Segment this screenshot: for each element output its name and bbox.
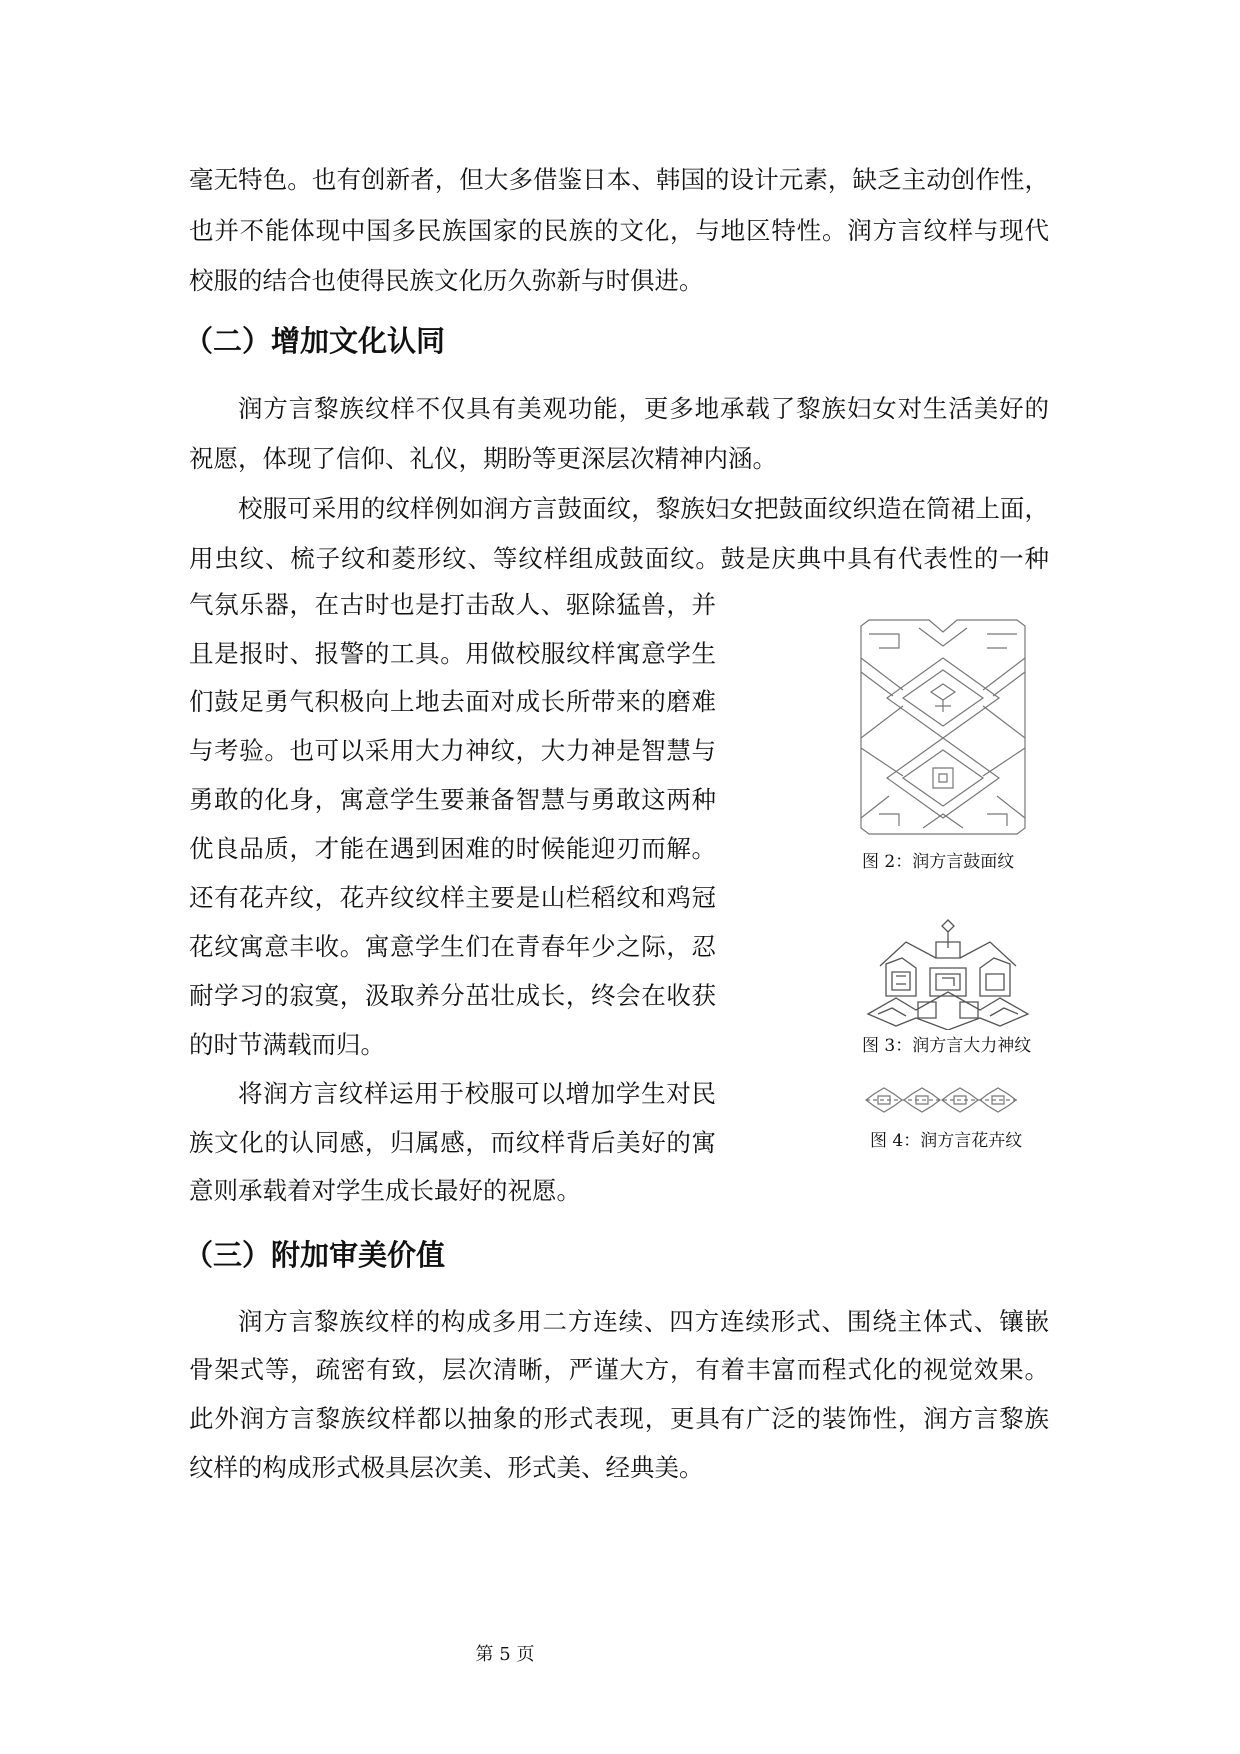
text-line: 还有花卉纹，花卉纹纹样主要是山栏稻纹和鸡冠 bbox=[189, 883, 716, 912]
text-line: 用虫纹、梳子纹和菱形纹、等纹样组成鼓面纹。鼓是庆典中具有代表性的一种 bbox=[189, 544, 1049, 573]
text-line: 且是报时、报警的工具。用做校服纹样寓意学生 bbox=[189, 639, 716, 668]
text-line: 气氛乐器，在古时也是打击敌人、驱除猛兽，并 bbox=[189, 590, 716, 619]
text-line: 优良品质，才能在遇到困难的时候能迎刃而解。 bbox=[189, 834, 716, 863]
figure-caption: 图 3：润方言大力神纹 bbox=[862, 1036, 1032, 1056]
text-line: 此外润方言黎族纹样都以抽象的形式表现，更具有广泛的装饰性，润方言黎族 bbox=[189, 1404, 1049, 1433]
strongman-pattern-figure bbox=[866, 918, 1030, 1030]
figure-caption: 图 2：润方言鼓面纹 bbox=[862, 852, 1015, 872]
text-line: 纹样的构成形式极具层次美、形式美、经典美。 bbox=[189, 1453, 704, 1482]
figure-caption: 图 4：润方言花卉纹 bbox=[870, 1131, 1023, 1151]
page-number: 第 5 页 bbox=[475, 1644, 535, 1665]
drum-pattern-figure bbox=[859, 618, 1027, 836]
text-line: 与考验。也可以采用大力神纹，大力神是智慧与 bbox=[189, 736, 716, 765]
section-heading-3: （三）附加审美价值 bbox=[184, 1238, 446, 1272]
text-line: 祝愿，体现了信仰、礼仪，期盼等更深层次精神内涵。 bbox=[189, 444, 777, 473]
text-line: 勇敢的化身，寓意学生要兼备智慧与勇敢这两种 bbox=[189, 785, 716, 814]
text-line: 润方言黎族纹样的构成多用二方连续、四方连续形式、围绕主体式、镶嵌 bbox=[238, 1307, 1049, 1336]
text-line: 毫无特色。也有创新者，但大多借鉴日本、韩国的设计元素，缺乏主动创作性， bbox=[189, 165, 1049, 194]
text-line: 将润方言纹样运用于校服可以增加学生对民 bbox=[238, 1079, 716, 1108]
section-heading-2: （二）增加文化认同 bbox=[184, 324, 446, 358]
text-line: 意则承载着对学生成长最好的祝愿。 bbox=[189, 1176, 581, 1205]
text-line: 花纹寓意丰收。寓意学生们在青春年少之际，忍 bbox=[189, 932, 716, 961]
text-line: 的时节满载而归。 bbox=[189, 1030, 385, 1059]
text-line: 也并不能体现中国多民族国家的民族的文化，与地区特性。润方言纹样与现代 bbox=[189, 216, 1049, 245]
text-line: 润方言黎族纹样不仅具有美观功能，更多地承载了黎族妇女对生活美好的 bbox=[238, 394, 1049, 423]
text-line: 耐学习的寂寞，汲取养分茁壮成长，终会在收获 bbox=[189, 981, 716, 1010]
flower-pattern-figure bbox=[864, 1084, 1022, 1116]
text-line: 骨架式等，疏密有致，层次清晰，严谨大方，有着丰富而程式化的视觉效果。 bbox=[189, 1355, 1049, 1384]
text-line: 校服的结合也使得民族文化历久弥新与时俱进。 bbox=[189, 266, 704, 295]
text-line: 校服可采用的纹样例如润方言鼓面纹，黎族妇女把鼓面纹织造在筒裙上面， bbox=[238, 494, 1049, 523]
text-line: 族文化的认同感，归属感，而纹样背后美好的寓 bbox=[189, 1128, 716, 1157]
text-line: 们鼓足勇气积极向上地去面对成长所带来的磨难 bbox=[189, 687, 716, 716]
